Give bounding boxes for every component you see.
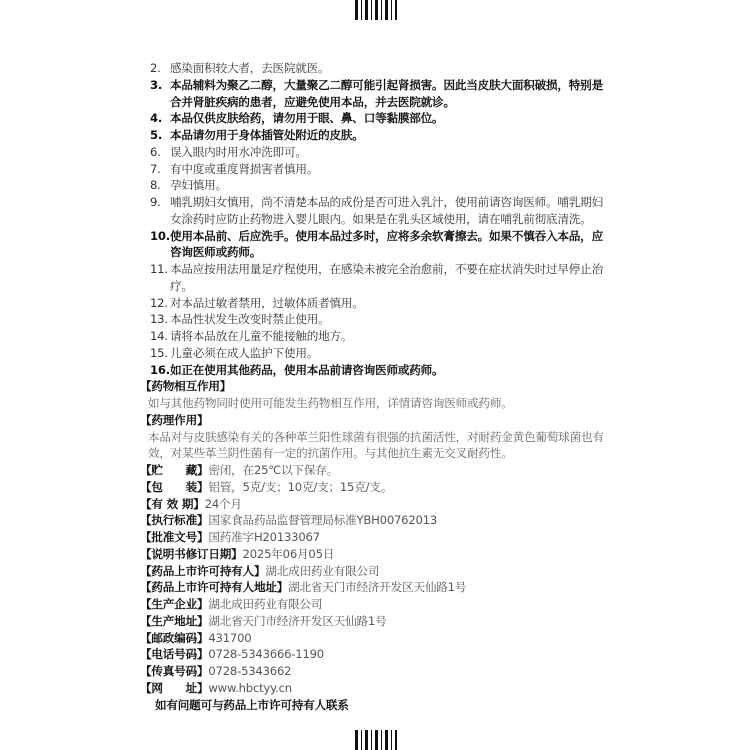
precaution-item xyxy=(0,144,610,161)
field-value: 国药准字H20133067 xyxy=(208,530,320,544)
precaution-number: 7. xyxy=(150,161,161,176)
field-value: www.hbctyy.cn xyxy=(208,680,292,695)
leaflet-document xyxy=(0,60,750,713)
field-label: 【包 装】 xyxy=(140,479,209,494)
field-value: 0728-5343666-1190 xyxy=(208,647,324,662)
barcode-bottom xyxy=(355,730,397,750)
precaution-number: 6. xyxy=(150,144,161,159)
precaution-text: 本品辅料为聚乙二醇，大量聚乙二醇可能引起肾损害。因此当皮肤大面积破损，特别是合并肾脏疾病的患者，应避免使用本品，并去医院就诊。 xyxy=(170,77,603,109)
field-value: 2025年06月05日 xyxy=(242,546,335,561)
precaution-text: 儿童必须在成人监护下使用。 xyxy=(170,345,319,360)
precaution-item xyxy=(0,311,610,328)
precaution-text: 本品应按用法用量足疗程使用，在感染未被完全治愈前，不要在症状消失时过早停止治疗。 xyxy=(170,262,603,293)
field-label: 【生产地址】 xyxy=(140,613,209,628)
precaution-text: 有中度或重度肾损害者慎用。 xyxy=(170,161,319,176)
precaution-number: 8. xyxy=(150,178,161,193)
precaution-text: 本品性状发生改变时禁止使用。 xyxy=(170,312,330,327)
field-label: 【执行标准】 xyxy=(140,513,209,528)
interaction-text: 如与其他药物同时使用可能发生药物相互作用，详情请咨询医师或药师。 xyxy=(148,396,513,410)
info-field xyxy=(0,630,750,647)
precaution-item xyxy=(0,60,610,77)
info-fields xyxy=(0,462,750,697)
pharmacology-header: 【药理作用】 xyxy=(140,412,209,427)
precaution-item xyxy=(0,362,610,379)
precaution-item xyxy=(0,328,610,345)
precaution-number: 12. xyxy=(150,295,168,310)
field-value: 湖北省天门市经济开发区天仙路1号 xyxy=(288,580,467,595)
precaution-number: 10. xyxy=(150,228,170,243)
precaution-number: 4. xyxy=(150,111,163,126)
precaution-number: 13. xyxy=(150,312,168,327)
info-field xyxy=(0,479,750,496)
field-value: 湖北成田药业有限公司 xyxy=(208,597,323,611)
precaution-item xyxy=(0,228,610,262)
precaution-item xyxy=(0,77,610,111)
field-value: 0728-5343662 xyxy=(208,664,292,678)
field-label: 【生产企业】 xyxy=(140,597,209,611)
precaution-text: 哺乳期妇女慎用，尚不清楚本品的成份是否可进入乳汁，使用前请咨询医师。哺乳期妇女涂药时应防止药物进入婴儿眼内。如果是在乳头区域使用，请在哺乳前彻底清洗。 xyxy=(170,195,603,226)
info-field xyxy=(0,596,750,613)
info-field xyxy=(0,546,750,563)
field-value: 密闭，在25℃以下保存。 xyxy=(208,463,339,477)
field-value: 铝管，5克/支；10克/支；15克/支。 xyxy=(208,479,393,494)
field-label: 【邮政编码】 xyxy=(140,630,209,645)
precaution-number: 2. xyxy=(150,61,161,75)
precaution-text: 本品请勿用于身体插管处附近的皮肤。 xyxy=(170,128,364,142)
precaution-item xyxy=(0,110,610,127)
precaution-text: 使用本品前、后应洗手。使用本品过多时，应将多余软膏擦去。如果不慎吞入本品，应咨询医师或药师。 xyxy=(170,228,603,260)
precaution-item xyxy=(0,345,610,362)
precaution-number: 5. xyxy=(150,128,163,142)
info-field xyxy=(0,579,750,596)
precaution-item xyxy=(0,161,610,178)
precaution-item xyxy=(0,127,610,144)
info-field xyxy=(0,462,750,479)
field-value: 湖北成田药业有限公司 xyxy=(265,563,380,578)
info-field xyxy=(0,563,750,580)
precaution-item xyxy=(0,177,610,194)
field-label: 【说明书修订日期】 xyxy=(140,546,243,561)
precaution-number: 9. xyxy=(150,195,161,209)
precaution-item xyxy=(0,295,610,312)
precaution-text: 误入眼内时用水冲洗即可。 xyxy=(170,144,307,159)
precaution-text: 孕妇慎用。 xyxy=(170,178,227,193)
precaution-item xyxy=(0,261,610,295)
precaution-text: 对本品过敏者禁用，过敏体质者慎用。 xyxy=(170,295,364,310)
field-label: 【批准文号】 xyxy=(140,530,209,544)
field-value: 国家食品药品监督管理局标准YBH00762013 xyxy=(208,513,438,528)
precaution-text: 感染面积较大者，去医院就医。 xyxy=(170,61,330,75)
precaution-number: 11. xyxy=(150,262,168,276)
info-field xyxy=(0,680,750,697)
field-label: 【网 址】 xyxy=(140,680,209,695)
field-label: 【药品上市许可持有人】 xyxy=(140,563,266,578)
field-label: 【传真号码】 xyxy=(140,664,209,678)
barcode-top xyxy=(355,0,397,20)
field-label: 【电话号码】 xyxy=(140,647,209,662)
field-value: 湖北省天门市经济开发区天仙路1号 xyxy=(208,613,387,628)
info-field xyxy=(0,646,750,663)
precaution-number: 16. xyxy=(150,362,170,377)
precaution-number: 3. xyxy=(150,77,163,92)
field-value: 431700 xyxy=(208,630,252,645)
pharmacology-text: 本品对与皮肤感染有关的各种革兰阳性球菌有很强的抗菌活性，对耐药金黄色葡萄球菌也有效，对某些革兰阴性菌有一定的抗菌作用。与其他抗生素无交叉耐药性。 xyxy=(148,429,604,461)
precaution-number: 14. xyxy=(150,329,168,343)
precaution-text: 请将本品放在儿童不能接触的地方。 xyxy=(170,329,353,343)
field-value: 24个月 xyxy=(204,496,242,511)
field-label: 【有 效 期】 xyxy=(140,496,205,511)
info-field xyxy=(0,663,750,680)
field-label: 【贮 藏】 xyxy=(140,463,209,477)
info-field xyxy=(0,512,750,529)
precaution-text: 如正在使用其他药品，使用本品前请咨询医师或药师。 xyxy=(170,362,444,377)
contact-note: 如有问题可与药品上市许可持有人联系 xyxy=(155,697,349,712)
precaution-number: 15. xyxy=(150,345,168,360)
info-field xyxy=(0,496,750,513)
interaction-header: 【药物相互作用】 xyxy=(140,379,232,394)
precautions-list xyxy=(0,60,750,378)
field-label: 【药品上市许可持有人地址】 xyxy=(140,580,289,595)
info-field xyxy=(0,613,750,630)
info-field xyxy=(0,529,750,546)
precaution-text: 本品仅供皮肤给药，请勿用于眼、鼻、口等黏膜部位。 xyxy=(170,111,444,126)
precaution-item xyxy=(0,194,610,228)
